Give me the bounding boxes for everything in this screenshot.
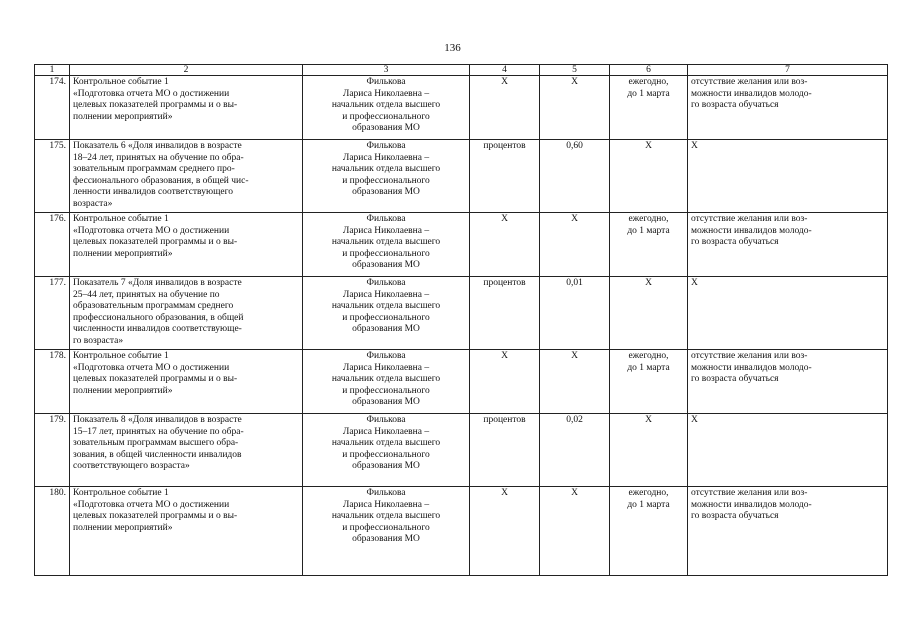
description-cell <box>70 414 303 487</box>
responsible-cell-line: Лариса Николаевна – <box>342 499 430 510</box>
risk-cell <box>688 213 888 277</box>
description-cell-line: 15–17 лет, принятых на обучение по обра- <box>73 426 244 437</box>
description-cell <box>70 76 303 140</box>
responsible-cell-line: Лариса Николаевна – <box>342 362 430 373</box>
description-cell-line: Контрольное событие 1 <box>73 77 169 87</box>
value-cell: Х <box>540 487 610 576</box>
risk-cell <box>688 76 888 140</box>
header-row <box>35 65 888 76</box>
risk-cell <box>688 277 888 350</box>
risk-cell-line: Х <box>691 278 698 288</box>
table-body <box>35 76 888 576</box>
risk-cell-line: отсутствие желания или воз- <box>691 77 808 87</box>
row-number-cell: 176. <box>35 213 70 277</box>
table-row <box>35 350 888 414</box>
risk-cell-line: можности инвалидов молодо- <box>691 88 812 99</box>
description-cell-line: 18–24 лет, принятых на обучение по обра- <box>73 152 244 163</box>
description-cell <box>70 140 303 213</box>
unit-cell: Х <box>470 350 540 414</box>
page-number: 136 <box>444 42 461 54</box>
risk-cell <box>688 487 888 576</box>
table-row <box>35 140 888 213</box>
responsible-cell-line: начальник отдела высшего <box>331 301 441 312</box>
description-cell-line: полнении мероприятий» <box>73 522 173 533</box>
responsible-cell <box>303 213 470 277</box>
description-cell <box>70 213 303 277</box>
header-cell: 1 <box>35 65 70 76</box>
deadline-cell-line: ежегодно, <box>628 488 669 498</box>
report-table <box>34 64 888 576</box>
deadline-cell-line: до 1 марта <box>627 499 670 510</box>
responsible-cell-line: начальник отдела высшего <box>331 374 441 385</box>
description-cell-line: целевых показателей программы и о вы- <box>73 100 238 111</box>
value-cell: 0,02 <box>540 414 610 487</box>
header-cell: 4 <box>470 65 540 76</box>
responsible-cell-line: образования МО <box>352 123 420 134</box>
responsible-cell-line: начальник отдела высшего <box>331 164 441 175</box>
description-cell-line: целевых показателей программы и о вы- <box>73 374 238 385</box>
risk-cell-line: можности инвалидов молодо- <box>691 499 812 510</box>
responsible-cell <box>303 76 470 140</box>
responsible-cell-line: образования МО <box>352 187 420 198</box>
risk-cell-line: го возраста обучаться <box>691 100 779 111</box>
description-cell-line: «Подготовка отчета МО о достижении <box>73 88 230 99</box>
description-cell <box>70 350 303 414</box>
responsible-cell-line: и профессионального <box>342 385 430 396</box>
description-cell-line: Показатель 6 «Доля инвалидов в возрасте <box>73 141 242 151</box>
responsible-cell-line: и профессионального <box>342 312 430 323</box>
value-cell: Х <box>540 76 610 140</box>
row-number-cell: 175. <box>35 140 70 213</box>
description-cell-line: «Подготовка отчета МО о достижении <box>73 225 230 236</box>
deadline-cell-line: до 1 марта <box>627 88 670 99</box>
description-cell-line: полнении мероприятий» <box>73 111 173 122</box>
description-cell-line: ленности инвалидов соответствующего <box>73 187 234 198</box>
description-cell-line: Показатель 8 «Доля инвалидов в возрасте <box>73 415 242 425</box>
description-cell-line: зовательным программам среднего про- <box>73 164 235 175</box>
risk-cell-line: можности инвалидов молодо- <box>691 225 812 236</box>
value-cell: Х <box>540 213 610 277</box>
description-cell-line: «Подготовка отчета МО о достижении <box>73 362 230 373</box>
risk-cell-line: отсутствие желания или воз- <box>691 214 808 224</box>
responsible-cell-line: образования МО <box>352 461 420 472</box>
risk-cell-line: Х <box>691 141 698 151</box>
risk-cell-line: можности инвалидов молодо- <box>691 362 812 373</box>
description-cell-line: фессионального образования, в общей чис- <box>73 175 249 186</box>
responsible-cell-line: Филькова <box>366 278 406 288</box>
description-cell-line: возраста» <box>73 198 113 209</box>
deadline-cell-line: ежегодно, <box>628 214 669 224</box>
description-cell-line: зования, в общей численности инвалидов <box>73 449 242 460</box>
responsible-cell-line: Филькова <box>366 415 406 425</box>
responsible-cell-line: Филькова <box>366 77 406 87</box>
responsible-cell-line: и профессионального <box>342 111 430 122</box>
responsible-cell-line: начальник отдела высшего <box>331 438 441 449</box>
row-number-cell: 180. <box>35 487 70 576</box>
header-cell: 7 <box>688 65 888 76</box>
description-cell-line: численности инвалидов соответствующе- <box>73 324 242 335</box>
deadline-cell <box>610 487 688 576</box>
description-cell-line: полнении мероприятий» <box>73 385 173 396</box>
responsible-cell <box>303 277 470 350</box>
unit-cell: процентов <box>470 277 540 350</box>
responsible-cell-line: образования МО <box>352 260 420 271</box>
table-row <box>35 213 888 277</box>
unit-cell: процентов <box>470 140 540 213</box>
unit-cell: Х <box>470 76 540 140</box>
risk-cell-line: отсутствие желания или воз- <box>691 351 808 361</box>
description-cell-line: профессионального образования, в общей <box>73 312 244 323</box>
responsible-cell-line: начальник отдела высшего <box>331 100 441 111</box>
responsible-cell-line: Лариса Николаевна – <box>342 88 430 99</box>
responsible-cell-line: Филькова <box>366 141 406 151</box>
responsible-cell <box>303 350 470 414</box>
value-cell: Х <box>540 350 610 414</box>
header-cell: 5 <box>540 65 610 76</box>
description-cell-line: целевых показателей программы и о вы- <box>73 511 238 522</box>
risk-cell <box>688 350 888 414</box>
description-cell-line: Контрольное событие 1 <box>73 351 169 361</box>
table-row <box>35 76 888 140</box>
risk-cell-line: го возраста обучаться <box>691 374 779 385</box>
risk-cell <box>688 414 888 487</box>
description-cell-line: полнении мероприятий» <box>73 248 173 259</box>
deadline-cell <box>610 277 688 350</box>
description-cell-line: «Подготовка отчета МО о достижении <box>73 499 230 510</box>
responsible-cell-line: и профессионального <box>342 248 430 259</box>
deadline-cell <box>610 76 688 140</box>
responsible-cell <box>303 140 470 213</box>
unit-cell: Х <box>470 213 540 277</box>
deadline-cell-line: до 1 марта <box>627 225 670 236</box>
table-row <box>35 487 888 576</box>
deadline-cell-line: ежегодно, <box>628 77 669 87</box>
responsible-cell-line: Лариса Николаевна – <box>342 152 430 163</box>
responsible-cell-line: Лариса Николаевна – <box>342 289 430 300</box>
description-cell-line: зовательным программам высшего обра- <box>73 438 239 449</box>
responsible-cell-line: Лариса Николаевна – <box>342 426 430 437</box>
risk-cell <box>688 140 888 213</box>
description-cell-line: образовательным программам среднего <box>73 301 234 312</box>
unit-cell: Х <box>470 487 540 576</box>
risk-cell-line: Х <box>691 415 698 425</box>
responsible-cell-line: Филькова <box>366 214 406 224</box>
responsible-cell <box>303 487 470 576</box>
row-number-cell: 179. <box>35 414 70 487</box>
description-cell <box>70 487 303 576</box>
unit-cell: процентов <box>470 414 540 487</box>
responsible-cell-line: Филькова <box>366 351 406 361</box>
row-number-cell: 178. <box>35 350 70 414</box>
risk-cell-line: го возраста обучаться <box>691 511 779 522</box>
header-cell: 6 <box>610 65 688 76</box>
responsible-cell-line: Лариса Николаевна – <box>342 225 430 236</box>
responsible-cell-line: образования МО <box>352 397 420 408</box>
description-cell-line: 25–44 лет, принятых на обучение по <box>73 289 220 300</box>
responsible-cell-line: и профессионального <box>342 449 430 460</box>
responsible-cell-line: начальник отдела высшего <box>331 511 441 522</box>
deadline-cell-line: Х <box>645 278 652 288</box>
deadline-cell-line: до 1 марта <box>627 362 670 373</box>
responsible-cell <box>303 414 470 487</box>
header-cell: 3 <box>303 65 470 76</box>
deadline-cell <box>610 414 688 487</box>
responsible-cell-line: образования МО <box>352 534 420 545</box>
risk-cell-line: го возраста обучаться <box>691 237 779 248</box>
responsible-cell-line: и профессионального <box>342 522 430 533</box>
description-cell-line: Контрольное событие 1 <box>73 488 169 498</box>
description-cell-line: го возраста» <box>73 335 124 346</box>
description-cell-line: целевых показателей программы и о вы- <box>73 237 238 248</box>
description-cell-line: Показатель 7 «Доля инвалидов в возрасте <box>73 278 242 288</box>
description-cell-line: Контрольное событие 1 <box>73 214 169 224</box>
value-cell: 0,01 <box>540 277 610 350</box>
responsible-cell-line: начальник отдела высшего <box>331 237 441 248</box>
deadline-cell <box>610 350 688 414</box>
header-cell: 2 <box>70 65 303 76</box>
deadline-cell-line: ежегодно, <box>628 351 669 361</box>
table-row <box>35 277 888 350</box>
deadline-cell <box>610 140 688 213</box>
deadline-cell <box>610 213 688 277</box>
description-cell <box>70 277 303 350</box>
description-cell-line: соответствующего возраста» <box>73 461 190 472</box>
responsible-cell-line: и профессионального <box>342 175 430 186</box>
deadline-cell-line: Х <box>645 415 652 425</box>
value-cell: 0,60 <box>540 140 610 213</box>
deadline-cell-line: Х <box>645 141 652 151</box>
risk-cell-line: отсутствие желания или воз- <box>691 488 808 498</box>
table-row <box>35 414 888 487</box>
row-number-cell: 177. <box>35 277 70 350</box>
responsible-cell-line: образования МО <box>352 324 420 335</box>
row-number-cell: 174. <box>35 76 70 140</box>
responsible-cell-line: Филькова <box>366 488 406 498</box>
